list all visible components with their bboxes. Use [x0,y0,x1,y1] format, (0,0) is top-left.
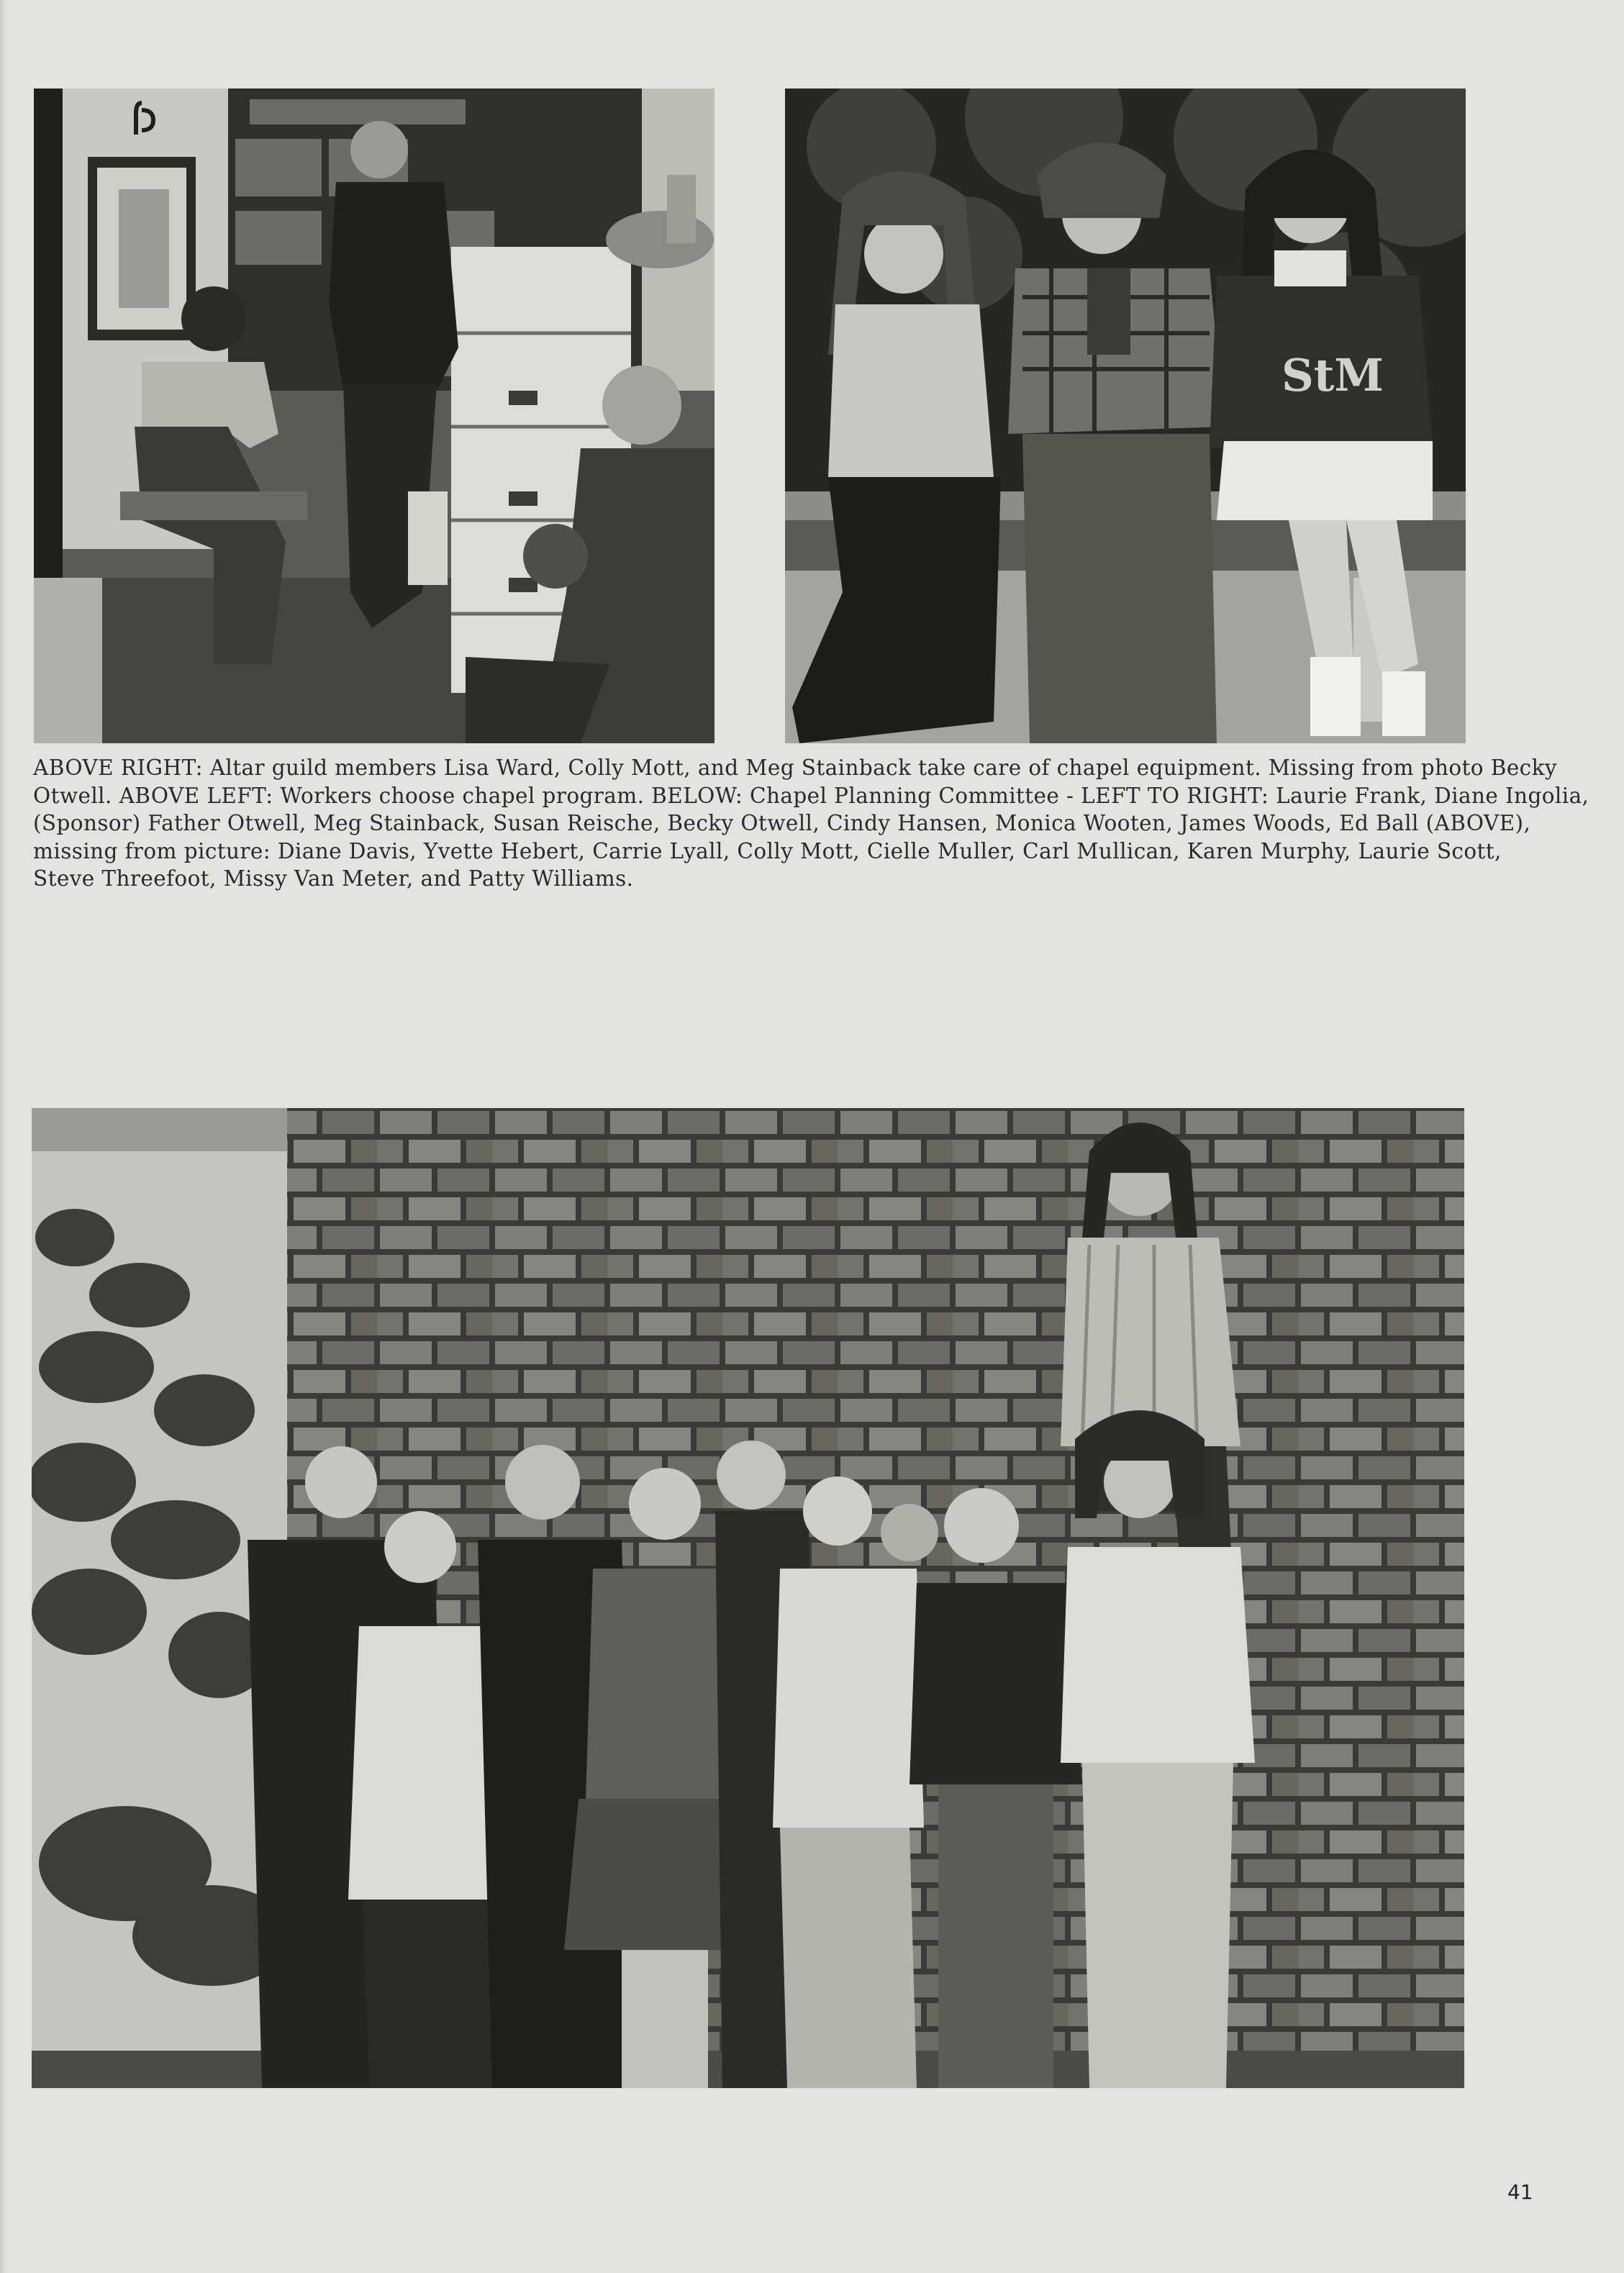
caption-line: Otwell. ABOVE LEFT: Workers choose chapel program. BELOW: Chapel Planning Committee - LEFT TO RIGHT: Laurie Frank, Diane Ingolia, [33,783,1589,808]
caption-line: ABOVE RIGHT: Altar guild members Lisa Ward, Colly Mott, and Meg Stainback take care of chapel equipment. Missing from photo Becky [33,756,1557,780]
photo-caption [33,754,1589,893]
photo-chapel-planning-committee [32,1108,1464,2088]
photo-chapel-workers [34,89,715,743]
caption-line: Steve Threefoot, Missy Van Meter, and Patty Williams. [33,866,634,891]
photo-altar-guild [785,89,1466,743]
caption-line: missing from picture: Diane Davis, Yvette Hebert, Carrie Lyall, Colly Mott, Cielle Muller, Carl Mullican, Karen Murphy, Laurie Scott, [33,838,1502,863]
page-number: 41 [1507,2180,1533,2204]
sweater-logo: StM [1281,349,1384,401]
caption-line: (Sponsor) Father Otwell, Meg Stainback, Susan Reische, Becky Otwell, Cindy Hansen, Monica Wooten, James Woods, Ed Ball (ABOVE), [33,811,1531,835]
page-edge-shadow [0,0,7,2273]
